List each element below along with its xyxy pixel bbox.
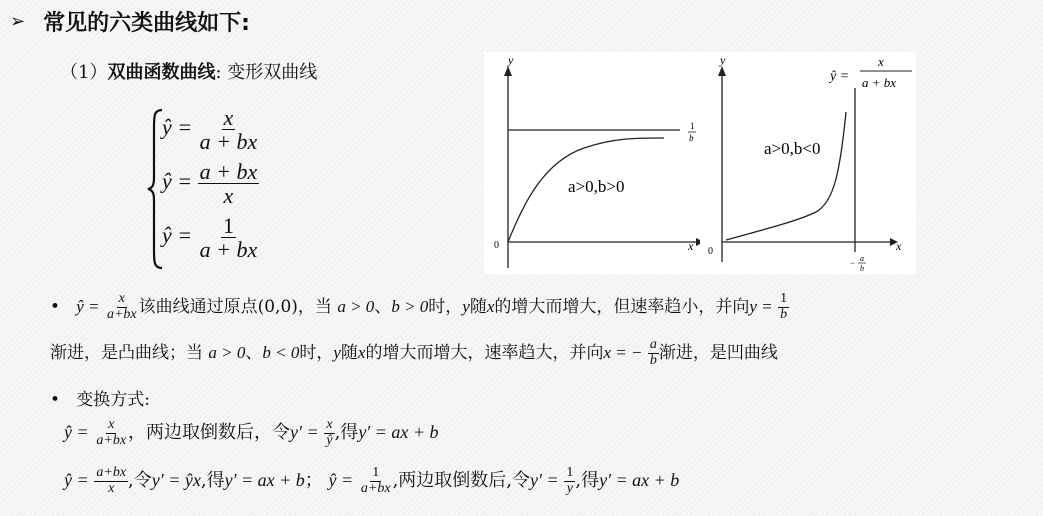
eq3-lhs: ŷ = xyxy=(162,222,193,248)
p1-text-4: 随 xyxy=(469,297,487,317)
eq2-den: x xyxy=(223,183,234,209)
p2-text-3: 时， xyxy=(299,343,334,363)
section-heading xyxy=(10,6,250,37)
l5-fraction xyxy=(94,466,128,496)
p1-cond-1: a > 0 xyxy=(337,297,375,316)
chart2-y-arrow-icon xyxy=(718,66,726,76)
subtitle-colon: : xyxy=(215,62,222,83)
p2-asymptote-fraction xyxy=(648,338,659,368)
chart1-asymptote-den: b xyxy=(689,133,694,143)
l5-subst-2-num: 1 xyxy=(566,465,574,480)
l4-text-2: ,得 xyxy=(334,422,359,444)
l5-text-2: ,得 xyxy=(200,470,225,492)
l4-fraction xyxy=(94,418,128,448)
p2-var-1: y xyxy=(333,343,341,362)
chart2-tick-sign: − xyxy=(850,258,856,268)
chart1-y-label: y xyxy=(508,53,514,67)
p2-cond-2: b < 0 xyxy=(262,343,300,362)
chart2-formula-num: x xyxy=(878,54,884,69)
equation-row-3 xyxy=(162,214,259,261)
p1-text-1: 该曲线通过原点(0,0)，当 xyxy=(138,297,338,317)
l5-result-1: y′ = ax + b xyxy=(224,470,305,491)
p2-text-1: 渐进，是凸曲线；当 xyxy=(50,343,209,363)
transform-heading: 变换方式: xyxy=(76,390,150,410)
chart-1-concave xyxy=(484,52,710,274)
p1-asym-den: b xyxy=(780,307,788,322)
p1-text-5: 的增大而增大，但速率趋小，并向 xyxy=(494,297,750,317)
l4-subst-fraction xyxy=(324,418,334,448)
bullet-2: • xyxy=(50,390,61,410)
eq3-fraction xyxy=(198,214,260,261)
eq1-den: a + bx xyxy=(199,129,258,155)
eq2-num: a + bx xyxy=(199,159,258,184)
l4-den: a+bx xyxy=(96,432,127,448)
chart1-annotation: a>0,b>0 xyxy=(568,177,625,196)
chart2-x-label: x xyxy=(896,239,902,253)
chart2-formula-den: a + bx xyxy=(862,75,897,90)
arrow-bullet-icon: ➢ xyxy=(10,11,26,32)
eq2-lhs: ŷ = xyxy=(162,168,193,194)
l4-result: y′ = ax + b xyxy=(358,422,439,443)
p2-text-2: 、 xyxy=(245,343,263,363)
l5-text-5: ,得 xyxy=(575,470,600,492)
paragraph-line-2 xyxy=(50,338,778,369)
l4-subst-den: ŷ xyxy=(326,432,333,448)
chart2-curve xyxy=(726,112,846,240)
p1-cond-2: b > 0 xyxy=(391,297,429,316)
l4-subst-num: x xyxy=(326,417,333,432)
p1-lhs: ŷ = xyxy=(76,297,100,316)
chart1-origin: 0 xyxy=(494,240,499,251)
l5-lhs-2: ŷ = xyxy=(328,470,354,491)
p1-num: x xyxy=(118,291,125,307)
eq1-num: x xyxy=(223,105,234,130)
subtitle-title: 双曲函数曲线 xyxy=(107,62,216,83)
eq3-den: a + bx xyxy=(199,237,258,263)
p2-var-2: x xyxy=(357,343,366,362)
p1-asymptote-lhs: y = xyxy=(749,297,773,316)
eq1-fraction xyxy=(198,106,260,153)
l4-text-1: ，两边取倒数后，令 xyxy=(128,422,291,444)
l5-result-2: y′ = ax + b xyxy=(599,470,680,491)
eq1-lhs: ŷ = xyxy=(162,114,193,140)
subtitle-prefix: （1） xyxy=(60,62,108,83)
chart2-annotation: a>0,b<0 xyxy=(764,139,821,158)
bullet-1: • xyxy=(50,297,61,317)
l5-subst: y′ = ŷx xyxy=(151,470,201,491)
paragraph-line-3 xyxy=(50,385,150,410)
l5-subst-2-fraction xyxy=(564,466,575,496)
l5-subst-2-lhs: y′ = xyxy=(530,470,559,491)
chart2-y-label: y xyxy=(720,53,726,67)
l5-fraction-2 xyxy=(359,466,393,496)
p1-var-2: x xyxy=(486,297,495,316)
p1-var-1: y xyxy=(462,297,470,316)
transform-line-1 xyxy=(64,418,439,448)
p1-text-3: 时， xyxy=(428,297,463,317)
chart2-tick-den: b xyxy=(860,264,864,273)
p1-den: a+bx xyxy=(106,307,137,322)
p2-text-4: 随 xyxy=(340,343,358,363)
chart1-y-arrow-icon xyxy=(504,66,512,76)
p2-asymptote-lhs: x = − xyxy=(603,343,643,362)
chart2-tick-num: a xyxy=(860,254,864,263)
p1-asymptote-fraction xyxy=(778,292,789,322)
p2-cond-1: a > 0 xyxy=(208,343,246,362)
l5-den: x xyxy=(108,480,115,496)
p1-asym-num: 1 xyxy=(780,291,788,307)
p1-text-2: 、 xyxy=(374,297,392,317)
l5-subst-2-den: y xyxy=(566,480,573,496)
l5-lhs: ŷ = xyxy=(64,470,89,491)
subtitle-rest: 变形双曲线 xyxy=(227,62,318,83)
chart2-origin: 0 xyxy=(708,246,713,257)
equation-row-1 xyxy=(162,106,259,153)
equation-row-2 xyxy=(162,160,259,207)
subtitle xyxy=(60,58,317,84)
p2-asym-num: a xyxy=(649,337,657,353)
eq3-num: 1 xyxy=(222,213,234,238)
chart-2-convex xyxy=(700,52,916,274)
l4-subst-lhs: y′ = xyxy=(290,422,319,443)
p1-fraction xyxy=(105,292,139,322)
p2-asym-den: b xyxy=(649,353,657,368)
heading-text: 常见的六类曲线如下: xyxy=(43,11,250,36)
l5-text-3: ； xyxy=(304,470,323,492)
transform-line-2 xyxy=(64,466,679,496)
l5-num-2: 1 xyxy=(372,465,380,480)
p2-text-5: 的增大而增大，速率趋大，并向 xyxy=(365,343,604,363)
l5-num: a+bx xyxy=(96,465,127,480)
eq2-fraction xyxy=(198,160,260,207)
l5-text-4: ,两边取倒数后,令 xyxy=(392,470,531,492)
l5-den-2: a+bx xyxy=(360,480,391,496)
chart1-asymptote-num: 1 xyxy=(690,121,695,131)
l4-num: x xyxy=(108,417,115,432)
chart2-formula-lhs: ŷ = xyxy=(830,69,850,84)
paragraph-line-1 xyxy=(50,292,789,323)
l5-text-1: ,令 xyxy=(128,470,152,492)
l4-lhs: ŷ = xyxy=(64,422,89,443)
p2-text-6: 渐进，是凹曲线 xyxy=(658,343,778,363)
chart1-x-label: x xyxy=(688,239,694,253)
